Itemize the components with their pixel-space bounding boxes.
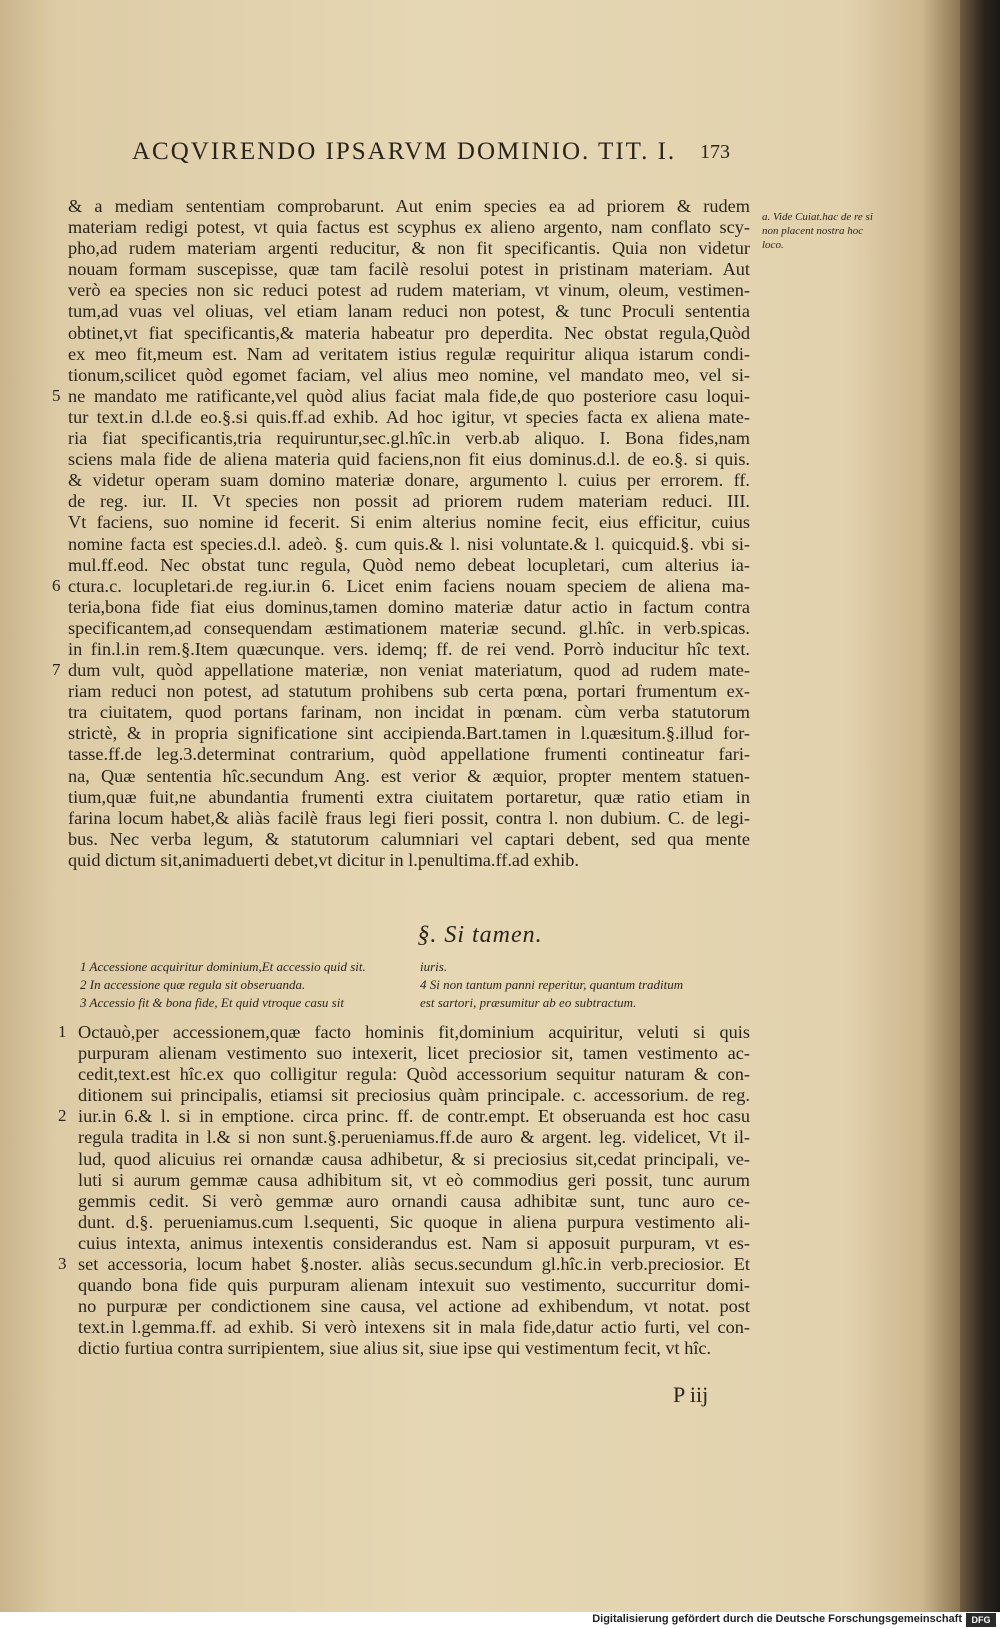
text-line: tra ciuitatem, quod portans farinam, non incidat in pœnam. cùm verba statutorum (68, 702, 750, 723)
main-text-block (52, 196, 750, 871)
text-line: pho,ad rudem materiam argenti reducitur, & non fit specificantis. Quia non videtur (68, 238, 750, 259)
summary-item: est sartori, præsumitur ab eo subtractum. (420, 995, 637, 1010)
line-number: 5 (52, 385, 61, 405)
text-line: bus. Nec verba legum, & statutorum calumniari vel captari debent, sed qua mente (68, 828, 750, 849)
text-line: dunt. d.§. perueniamus.cum l.sequenti, Sic quoque in aliena purpura vestimento ali- (78, 1211, 750, 1232)
summary-item: 4 Si non tantum panni reperitur, quantum traditum (420, 977, 684, 992)
text-line: verò ea species non sic reduci potest ad rudem materiam, vt vinum, oleum, vestimen- (68, 280, 750, 301)
line-number: 1 (58, 1022, 67, 1041)
text-line: & a mediam sententiam comprobarunt. Aut enim species ea ad priorem & rudem (68, 196, 750, 216)
line-number: 7 (52, 660, 61, 680)
text-line: iur.in 6.& l. si in emptione. circa princ. ff. de contr.empt. Et obseruanda est hoc casu (78, 1106, 750, 1127)
text-line: luti si aurum gemmæ causa adhibitum sit, vt eò commodius geri possit, tunc aurum (78, 1169, 750, 1190)
text-line: no purpuræ per condictionem sine causa, vel actione ad exhibendum, vt notat. post (78, 1296, 750, 1317)
footer-bar (0, 1612, 1000, 1629)
running-title: ACQVIRENDO IPSARVM DOMINIO. TIT. I. (132, 138, 677, 165)
margin-note: a. Vide Cuiat.hac de re si non placent nostra hoc loco. (762, 211, 873, 251)
text-line: quid dictum sit,animaduerti debet,vt dicitur in l.penultima.ff.ad exhib. (68, 849, 579, 870)
text-line: tium,quæ fuit,ne abundantia frumenti extra ciuitatem portaretur, quæ ratio etiam in (68, 786, 750, 807)
text-line: cuius intexta, animus intexentis considerandus est. Nam si apposuit purpuram, vt es- (78, 1232, 750, 1253)
text-line: tur text.in d.l.de eo.§.si quis.ff.ad exhib. Ad hoc igitur, vt species facta ex aliena mate- (68, 406, 750, 427)
summary-item: 3 Accessio fit & bona fide, Et quid vtroque casu sit (80, 995, 344, 1010)
line-number: 6 (52, 575, 61, 595)
text-line: set accessoria, locum habet §.noster. aliàs secus.secundum gl.hîc.in verb.preciosior. Et (78, 1254, 750, 1275)
text-line: & videtur operam suam domino materiæ donare, argumento l. cuius per errorem. ff. (68, 470, 750, 491)
summary-item: 1 Accessione acquiritur dominium,Et accessio quid sit. (80, 959, 366, 974)
summary-left-column (80, 958, 366, 1012)
text-line: sciens mala fide de aliena materia quid faciens,non fit eius dominus.d.l. de eo.§. si quis. (68, 449, 750, 470)
text-line: Octauò,per accessionem,quæ facto hominis fit,dominium acquiritur, veluti si quis (78, 1022, 750, 1042)
book-spine-edge (960, 0, 1000, 1612)
text-line: gemmis cedit. Si verò gemmæ auro ornandi causa adhibitæ sunt, tunc auro ce- (78, 1190, 750, 1211)
text-line: text.in l.gemma.ff. ad exhib. Si verò intexens sit in mala fide,datur actio furti, vel con- (78, 1317, 750, 1338)
section-heading: §. Si tamen. (417, 922, 543, 948)
text-line: mul.ff.eod. Nec obstat tunc regula, Quòd nemo debeat locupletari, cum alterius ia- (68, 554, 750, 575)
text-line: obtinet,vt fiat specificantis,& materia habeatur pro deperdita. Nec obstat regula,Quòd (68, 322, 750, 343)
text-line: tum,ad vuas vel oliuas, vel etiam lanam reduci non potest, & tunc Proculi sententia (68, 301, 750, 322)
text-line: in fin.l.in rem.§.Item quæcunque. vers. idemq; ff. de rei vend. Porrò inducitur hîc text. (68, 638, 750, 659)
text-line: lud, quod alicuius rei ornandæ causa adhibetur, & si preciosius sit,cedat principali, ve- (78, 1148, 750, 1169)
text-line: nouam formam suscepisse, quæ tam facilè resolui potest in pristinam materiam. Aut (68, 259, 750, 280)
footer-credit: Digitalisierung gefördert durch die Deutsche Forschungsgemeinschaft (592, 1613, 962, 1625)
text-line: tionum,scilicet quòd egomet faciam, vel alius meo nomine, vel mandato meo, vel si- (68, 364, 750, 385)
text-line: ne mandato me ratificante,vel quòd alius faciat mala fide,de quo posteriore casu loqui- (68, 385, 750, 406)
dfg-logo: DFG (966, 1613, 996, 1627)
text-line: regula tradita in l.& si non sunt.§.perueniamus.ff.de auro & argent. leg. videlicet, Vt il- (78, 1127, 750, 1148)
text-line: purpuram alienam vestimento suo intexerit, licet preciosior sit, tamen vestimento ac- (78, 1043, 750, 1064)
summary-item: iuris. (420, 959, 448, 974)
text-line: na, Quæ sententia hîc.secundum Ang. est verior & æquior, propter mentem statuen- (68, 765, 750, 786)
section-text-block (58, 1022, 750, 1360)
page-number: 173 (700, 141, 730, 163)
text-line: Vt faciens, suo nomine id fecerit. Si enim alterius nomine fecit, eius efficitur, cuius (68, 512, 750, 533)
text-line: de reg. iur. II. Vt species non possit ad priorem rudem materiam reduci. III. (68, 491, 750, 512)
line-number: 2 (58, 1106, 67, 1126)
line-number: 3 (58, 1254, 67, 1274)
summary-right-column (420, 958, 683, 1012)
text-line: tasse.ff.de leg.3.determinat contrarium, quòd appellatione frumenti contineatur fari- (68, 744, 750, 765)
text-line: ria fiat specificantis,tria requiruntur,sec.gl.hîc.in verb.ab aliquo. I. Bona fides,nam (68, 428, 750, 449)
text-line: strictè, & in propria significatione sint accipienda.Bart.tamen in l.quæsitum.§.illud for- (68, 723, 750, 744)
text-line: specificantem,ad consequendam æstimationem materiæ secund. gl.hîc. in verb.spicas. (68, 617, 750, 638)
text-line: materiam redigi potest, vt quia factus est scyphus ex alieno argento, nam conflato scy- (68, 217, 750, 238)
text-line: dum vult, quòd appellatione materiæ, non veniat materiatum, quod ad rudem mate- (68, 660, 750, 681)
text-line: teria,bona fide fiat eius dominus,tamen domino materiæ datur actio in factum contra (68, 596, 750, 617)
text-line: ex meo fit,meum est. Nam ad veritatem istius regulæ requiritur aliqua istarum condi- (68, 343, 750, 364)
text-line: dictio furtiua contra surripientem, siue alius sit, siue ipse qui vestimentum fecit, vt hîc. (78, 1338, 712, 1359)
text-line: quando bona fide quis purpuram alienam intexuit suo vestimento, succurritur domi- (78, 1275, 750, 1296)
text-line: cedit,text.est hîc.ex quo colligitur regula: Quòd accessorium sequitur naturam & con- (78, 1064, 750, 1085)
page-signature: P iij (673, 1382, 709, 1407)
text-line: ctura.c. locupletari.de reg.iur.in 6. Licet enim faciens nouam speciem de aliena ma- (68, 575, 750, 596)
text-line: ditionem sui principalis, etiamsi sit preciosius quàm principale. c. accessorium. de reg. (78, 1085, 750, 1106)
text-line: riam reduci non potest, ad statutum prohibens sub certa pœna, portari frumentum ex- (68, 681, 750, 702)
text-line: farina locum habet,& aliàs facilè fraus legi fieri possit, contra l. non dubium. C. de legi- (68, 807, 750, 828)
text-line: nomine facta est species.d.l. adeò. §. cum quis.& l. nisi voluntate.& l. quicquid.§. vbi si- (68, 533, 750, 554)
summary-item: 2 In accessione quæ regula sit obseruanda. (80, 977, 306, 992)
